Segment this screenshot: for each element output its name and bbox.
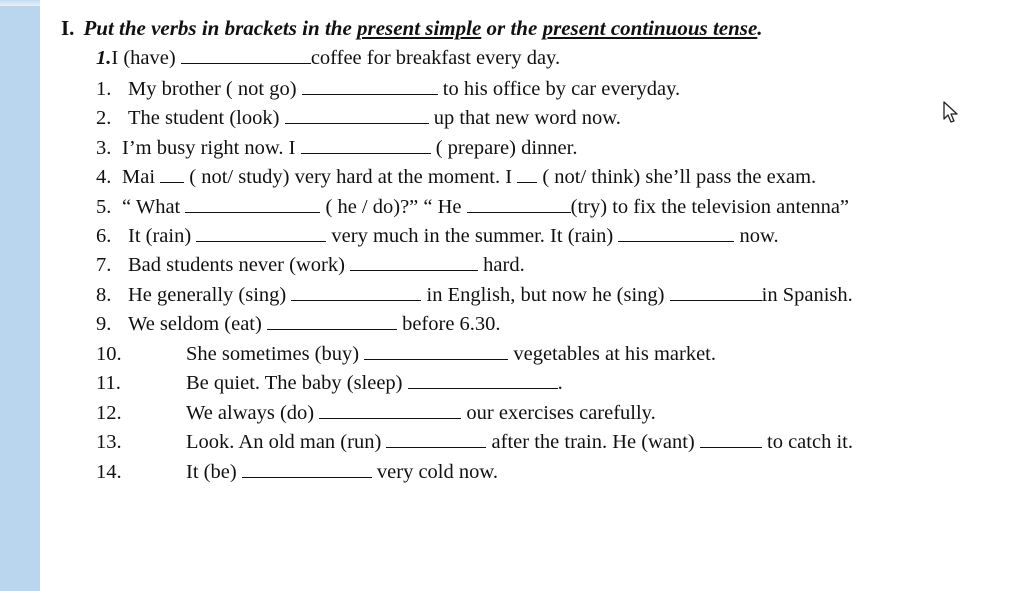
exercise-heading <box>61 16 763 41</box>
item-text: It (be) <box>186 461 242 483</box>
item-text: We always (do) <box>186 402 320 424</box>
item-text: It (rain) <box>128 225 197 247</box>
answer-blank[interactable] <box>291 284 421 301</box>
item-text: “ What <box>122 196 186 218</box>
item-number: 11. <box>96 372 121 394</box>
item-text: We seldom (eat) <box>128 313 267 335</box>
item-number: 14. <box>96 461 122 483</box>
item-text: our exercises carefully. <box>461 402 656 424</box>
answer-blank[interactable] <box>267 313 397 330</box>
item-text: in English, but now he (sing) <box>421 284 670 306</box>
answer-blank[interactable] <box>242 461 372 478</box>
item-text: Bad students never (work) <box>128 254 351 276</box>
answer-blank[interactable] <box>350 254 478 271</box>
item-text: My brother ( not go) <box>128 78 302 100</box>
left-panel <box>0 0 40 591</box>
item-number: 2. <box>96 107 112 129</box>
heading-present-simple: present simple <box>357 16 482 40</box>
item-text: (try) to fix the television antenna” <box>570 196 850 218</box>
item-text: . <box>557 372 563 394</box>
answer-blank[interactable] <box>196 225 326 242</box>
item-text: in Spanish. <box>761 284 853 306</box>
answer-blank[interactable] <box>408 372 558 389</box>
item-number: 8. <box>96 284 112 306</box>
item-text: Mai <box>122 166 161 188</box>
answer-blank[interactable] <box>160 166 184 183</box>
item-text: hard. <box>478 254 525 276</box>
item-number: 6. <box>96 225 112 247</box>
item-number: 12. <box>96 402 122 424</box>
answer-blank[interactable] <box>618 225 734 242</box>
item-text: The student (look) <box>128 107 285 129</box>
item-text: Look. An old man (run) <box>186 431 387 453</box>
item-text: after the train. He (want) <box>486 431 700 453</box>
item-text: up that new word now. <box>428 107 621 129</box>
heading-present-continuous: present continuous tense <box>542 16 758 40</box>
answer-blank[interactable] <box>700 431 762 448</box>
example-text-after: coffee for breakfast every day. <box>310 47 561 69</box>
item-text: very much in the summer. It (rain) <box>326 225 619 247</box>
item-text: ( he / do)?” “ He <box>320 196 467 218</box>
item-number: 7. <box>96 254 112 276</box>
answer-blank[interactable] <box>467 196 571 213</box>
item-text: to his office by car everyday. <box>437 78 681 100</box>
item-text: now. <box>734 225 779 247</box>
item-number: 4. <box>96 166 112 188</box>
answer-blank[interactable] <box>517 166 537 183</box>
answer-blank[interactable] <box>285 107 429 124</box>
answer-blank[interactable] <box>364 343 508 360</box>
item-number: 10. <box>96 343 122 365</box>
answer-blank[interactable] <box>185 196 320 213</box>
item-text: ( not/ study) very hard at the moment. I <box>184 166 518 188</box>
item-text: ( prepare) dinner. <box>430 137 578 159</box>
answer-blank[interactable] <box>670 284 762 301</box>
heading-part2: or the <box>481 16 543 40</box>
answer-blank[interactable] <box>386 431 486 448</box>
heading-part1: Put the verbs in brackets in the <box>83 16 358 40</box>
item-text: She sometimes (buy) <box>186 343 365 365</box>
item-text: Be quiet. The baby (sleep) <box>186 372 408 394</box>
example-text-before: I (have) <box>111 47 181 69</box>
heading-end: . <box>757 16 763 40</box>
item-text: I’m busy right now. I <box>122 137 301 159</box>
item-text: before 6.30. <box>396 313 501 335</box>
mouse-pointer-icon <box>942 100 960 124</box>
item-number: 3. <box>96 137 112 159</box>
heading-number: I. <box>61 16 75 40</box>
item-number: 9. <box>96 313 112 335</box>
answer-blank[interactable] <box>319 402 461 419</box>
item-text: to catch it. <box>761 431 853 453</box>
item-text: He generally (sing) <box>128 284 292 306</box>
item-number: 13. <box>96 431 122 453</box>
answer-blank[interactable] <box>302 78 438 95</box>
example-number: 1. <box>96 47 112 69</box>
item-number: 5. <box>96 196 112 218</box>
item-text: ( not/ think) she’ll pass the exam. <box>537 166 817 188</box>
item-number: 1. <box>96 78 112 100</box>
item-text: vegetables at his market. <box>508 343 716 365</box>
answer-blank[interactable] <box>181 47 311 64</box>
example-line <box>96 47 560 70</box>
answer-blank[interactable] <box>301 137 431 154</box>
item-text: very cold now. <box>371 461 498 483</box>
